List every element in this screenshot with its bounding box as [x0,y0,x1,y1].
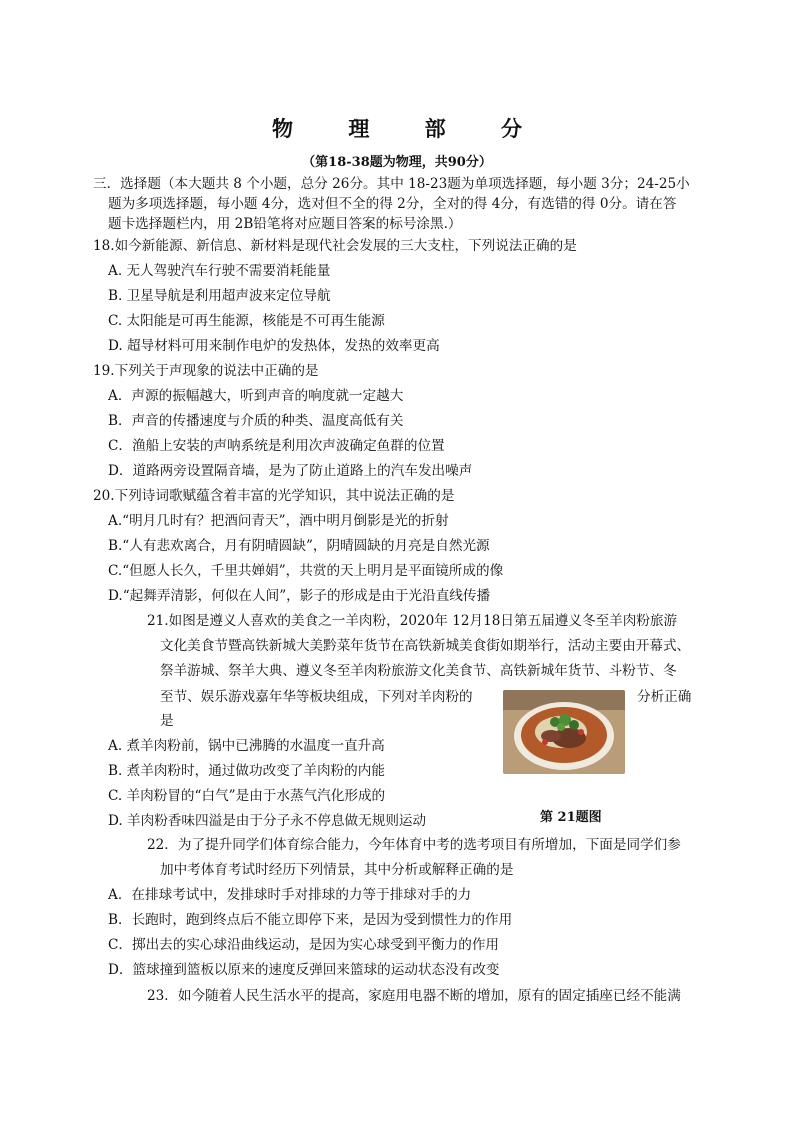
question-21-option-d: D. 羊肉粉香味四溢是由于分子永不停息做无规则运动 [108,813,427,829]
question-21-stem-line: 是 [160,713,174,729]
question-21-stem-line: 至节、娱乐游戏嘉年华等板块组成，下列对羊肉粉的 [160,689,473,705]
question-23-stem: 23．如今随着人民生活水平的提高，家庭用电器不断的增加，原有的固定插座已经不能满 [147,988,681,1004]
question-18-option-a: A. 无人驾驶汽车行驶不需要消耗能量 [108,263,331,279]
question-20-option-d: D.“起舞弄清影，何似在人间”，影子的形成是由于光沿直线传播 [108,588,491,604]
question-21-stem-line: 文化美食节暨高铁新城大美黔菜年货节在高铁新城美食街如期举行，活动主要由开幕式、 [160,638,691,654]
question-21-option-c: C. 羊肉粉冒的“白气”是由于水蒸气汽化形成的 [108,788,386,804]
question-21-stem-line: 分析正确 [637,689,692,705]
question-19-option-c: C．渔船上安装的声呐系统是利用次声波确定鱼群的位置 [108,438,445,454]
question-22-option-c: C．掷出去的实心球沿曲线运动，是因为实心球受到平衡力的作用 [108,937,500,953]
lamb-noodle-photo [503,690,625,774]
question-20-stem: 20.下列诗词歌赋蕴含着丰富的光学知识，其中说法正确的是 [93,488,455,504]
question-21-stem-line: 21.如图是遵义人喜欢的美食之一羊肉粉，2020年 12月18日第五届遵义冬至羊肉粉旅游 [147,613,678,629]
question-22-option-d: D．篮球撞到篮板以原来的速度反弹回来篮球的运动状态没有改变 [108,962,500,978]
question-18-option-d: D. 超导材料可用来制作电炉的发热体，发热的效率更高 [108,338,440,354]
question-19-option-d: D．道路两旁设置隔音墙，是为了防止道路上的汽车发出噪声 [108,463,473,479]
question-18-option-c: C. 太阳能是可再生能源，核能是不可再生能源 [108,313,385,329]
question-22-option-b: B．长跑时，跑到终点后不能立即停下来，是因为受到惯性力的作用 [108,912,513,928]
question-19-option-a: A．声源的振幅越大，听到声音的响度就一定越大 [108,388,404,404]
question-19-option-b: B．声音的传播速度与介质的种类、温度高低有关 [108,413,404,429]
question-22-stem-line: 22．为了提升同学们体育综合能力，今年体育中考的选考项目有所增加，下面是同学们参 [147,837,681,853]
question-18-option-b: B. 卫星导航是利用超声波来定位导航 [108,288,331,304]
question-21-option-a: A. 煮羊肉粉前，锅中已沸腾的水温度一直升高 [108,738,385,754]
question-21-stem-line: 祭羊游城、祭羊大典、遵义冬至羊肉粉旅游文化美食节、高铁新城年货节、斗粉节、冬 [160,663,677,679]
section-instructions-line: 题为多项选择题，每小题 4分，选对但不全的得 2分，全对的得 4分，有选错的得 0分。请在答 [108,196,677,212]
lamb-noodle-illustration [503,690,625,774]
section-instructions-line: 三．选择题（本大题共 8 个小题，总分 26分。其中 18-23题为单项选择题，每小题 3分；24-25小 [93,176,690,192]
section-instructions-line: 题卡选择题栏内，用 2B铅笔将对应题目答案的标号涂黑.） [108,216,462,232]
figure-caption: 第 21题图 [540,810,602,825]
page-title: 物 理 部 分 [272,116,546,141]
page-subtitle: （第18-38题为物理，共90分） [302,155,492,170]
question-20-option-c: C.“但愿人长久，千里共婵娟”，共赏的天上明月是平面镜所成的像 [108,563,504,579]
question-22-option-a: A．在排球考试中，发排球时手对排球的力等于排球对手的力 [108,887,472,903]
question-21-option-b: B. 煮羊肉粉时，通过做功改变了羊肉粉的内能 [108,763,385,779]
question-20-option-b: B.“人有悲欢离合，月有阴晴圆缺”，阴晴圆缺的月亮是自然光源 [108,538,490,554]
question-18-stem: 18.如今新能源、新信息、新材料是现代社会发展的三大支柱，下列说法正确的是 [93,238,577,254]
question-22-stem-line: 加中考体育考试时经历下列情景，其中分析或解释正确的是 [160,862,514,878]
question-20-option-a: A.“明月几时有？把酒问青天”，酒中明月倒影是光的折射 [108,513,449,529]
question-19-stem: 19.下列关于声现象的说法中正确的是 [93,363,319,379]
